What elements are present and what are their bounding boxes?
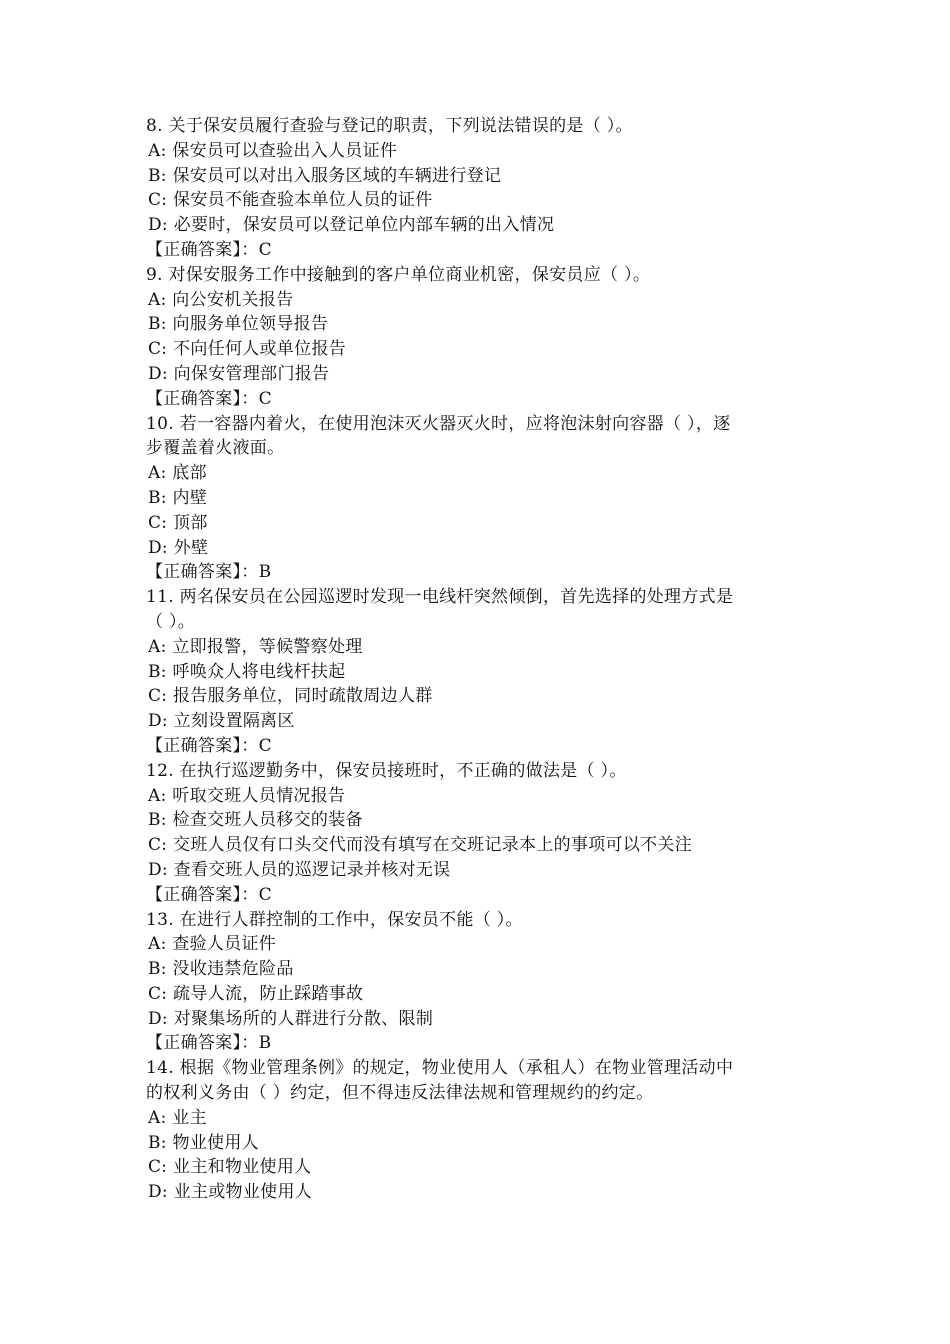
- option-a: A: 听取交班人员情况报告: [148, 785, 346, 806]
- option-b: B: 检查交班人员移交的装备: [148, 810, 363, 831]
- question-stem: 12. 在执行巡逻勤务中，保安员接班时，不正确的做法是（ ）。: [146, 760, 627, 781]
- option-a: A: 立即报警，等候警察处理: [148, 636, 363, 657]
- option-c: C: 报告服务单位，同时疏散周边人群: [148, 686, 433, 707]
- answer-line: 【正确答案】：C: [146, 388, 272, 409]
- option-d: D: 外壁: [148, 537, 209, 558]
- option-a: A: 底部: [148, 463, 207, 484]
- document-page: [146, 114, 816, 1205]
- question-11: [146, 585, 816, 759]
- question-13: [146, 908, 816, 1057]
- question-10: [146, 412, 816, 586]
- option-d: D: 对聚集场所的人群进行分散、限制: [148, 1008, 434, 1029]
- option-a: A: 查验人员证件: [148, 934, 277, 955]
- option-d: D: 向保安管理部门报告: [148, 363, 330, 384]
- answer-line: 【正确答案】：B: [146, 1033, 272, 1054]
- option-b: B: 内壁: [148, 487, 208, 508]
- answer-line: 【正确答案】：C: [146, 239, 272, 260]
- option-c: C: 交班人员仅有口头交代而没有填写在交班记录本上的事项可以不关注: [148, 835, 693, 856]
- question-14: [146, 1056, 816, 1205]
- option-c: C: 业主和物业使用人: [148, 1157, 312, 1178]
- option-a: A: 业主: [148, 1107, 207, 1128]
- option-c: C: 不向任何人或单位报告: [148, 339, 347, 360]
- answer-line: 【正确答案】：B: [146, 562, 272, 583]
- option-a: A: 向公安机关报告: [148, 289, 294, 310]
- question-stem-line-2: 的权利义务由（ ）约定，但不得违反法律法规和管理规约的约定。: [146, 1083, 654, 1104]
- question-stem-line-1: 11. 两名保安员在公园巡逻时发现一电线杆突然倾倒，首先选择的处理方式是: [146, 587, 734, 608]
- question-9: [146, 263, 816, 412]
- question-stem: 13. 在进行人群控制的工作中，保安员不能（ ）。: [146, 909, 523, 930]
- option-c: C: 保安员不能查验本单位人员的证件: [148, 190, 433, 211]
- question-stem: 8. 关于保安员履行查验与登记的职责，下列说法错误的是（ ）。: [146, 116, 633, 136]
- option-b: B: 保安员可以对出入服务区域的车辆进行登记: [148, 165, 502, 186]
- option-b: B: 向服务单位领导报告: [148, 314, 329, 335]
- question-8: [146, 114, 816, 263]
- option-c: C: 顶部: [148, 512, 208, 533]
- option-b: B: 呼唤众人将电线杆扶起: [148, 661, 346, 682]
- question-stem-line-2: （ ）。: [146, 611, 196, 632]
- question-stem-line-1: 10. 若一容器内着火，在使用泡沫灭火器灭火时，应将泡沫射向容器（ ），逐: [146, 413, 731, 434]
- option-d: D: 必要时，保安员可以登记单位内部车辆的出入情况: [148, 215, 555, 236]
- option-d: D: 立刻设置隔离区: [148, 711, 295, 732]
- answer-line: 【正确答案】：C: [146, 884, 272, 905]
- question-stem-line-2: 步覆盖着火液面。: [146, 438, 285, 459]
- question-stem: 9. 对保安服务工作中接触到的客户单位商业机密，保安员应（ ）。: [146, 264, 651, 285]
- option-a: A: 保安员可以查验出入人员证件: [148, 140, 398, 161]
- option-b: B: 没收违禁危险品: [148, 959, 294, 980]
- question-12: [146, 759, 816, 908]
- option-d: D: 查看交班人员的巡逻记录并核对无误: [148, 859, 451, 880]
- answer-line: 【正确答案】：C: [146, 735, 272, 756]
- question-stem-line-1: 14. 根据《物业管理条例》的规定，物业使用人（承租人）在物业管理活动中: [146, 1058, 734, 1079]
- option-c: C: 疏导人流，防止踩踏事故: [148, 983, 364, 1004]
- option-d: D: 业主或物业使用人: [148, 1182, 313, 1203]
- option-b: B: 物业使用人: [148, 1132, 260, 1153]
